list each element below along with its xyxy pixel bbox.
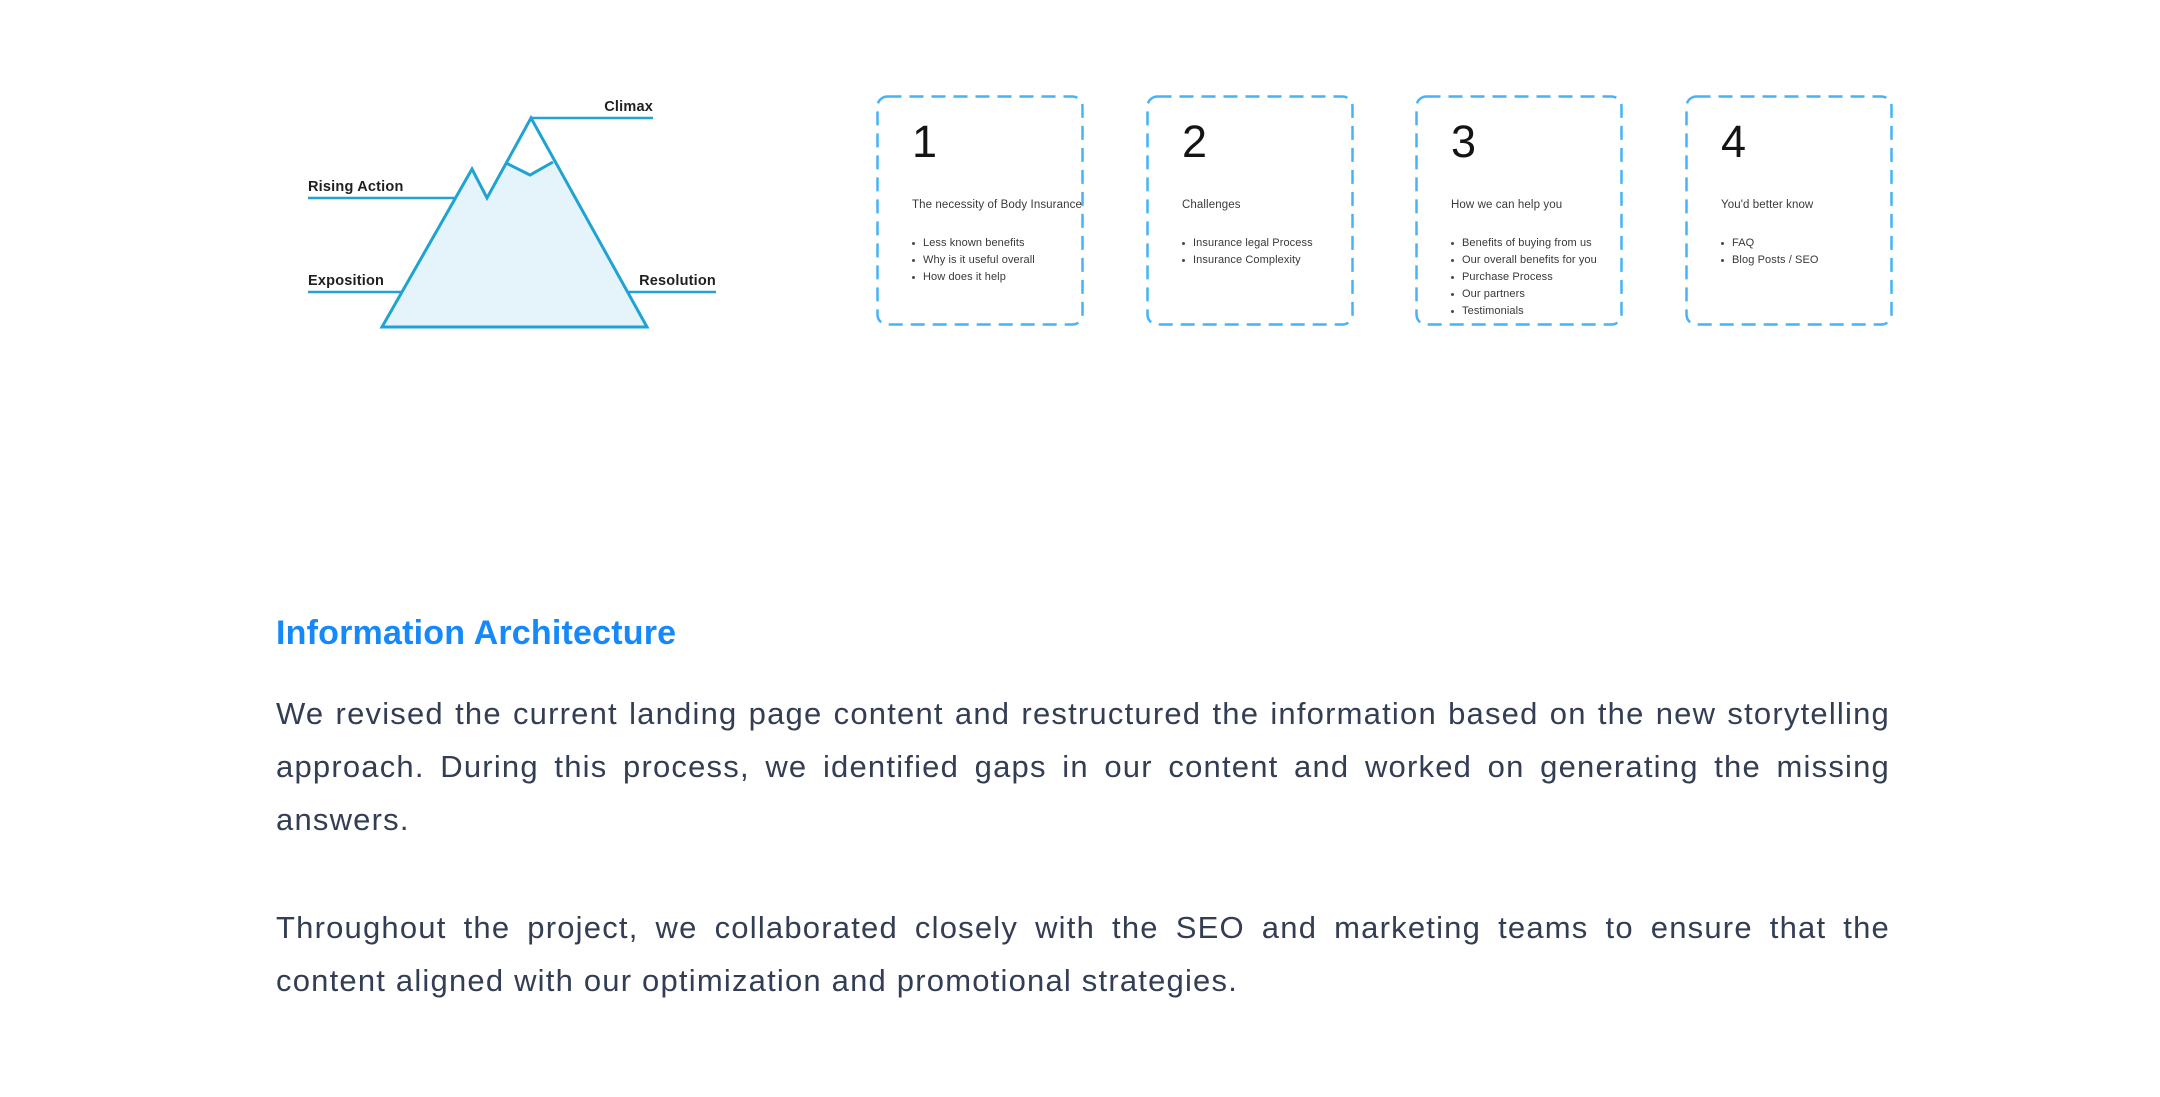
step-bullet: Insurance legal Process <box>1193 235 1313 252</box>
step-bullet: Less known benefits <box>923 235 1035 252</box>
step-title: Challenges <box>1182 199 1241 211</box>
step-card-2 <box>1146 95 1354 326</box>
dashed-border <box>1146 95 1354 326</box>
step-bullet: Testimonials <box>1462 303 1597 320</box>
step-number: 4 <box>1721 116 1747 167</box>
step-number: 2 <box>1182 116 1208 167</box>
section-heading: Information Architecture <box>276 614 677 653</box>
step-title: How we can help you <box>1451 199 1563 211</box>
exposition-label: Exposition <box>308 273 385 289</box>
step-bullet: Our partners <box>1462 286 1597 303</box>
step-bullet: Benefits of buying from us <box>1462 235 1597 252</box>
section-paragraph: We revised the current landing page content and restructured the information based on the new storytelling approach. During this process, we identified gaps in our content and worked on generating the missing answers. <box>276 696 1890 837</box>
section-body <box>276 687 1890 1007</box>
resolution-label: Resolution <box>639 273 716 289</box>
step-card-3 <box>1415 95 1623 326</box>
step-title: You'd better know <box>1721 199 1814 211</box>
mountain-body <box>382 162 647 327</box>
step-number: 1 <box>912 116 938 167</box>
climax-label: Climax <box>604 99 653 115</box>
step-bullet-list <box>1732 235 1819 269</box>
rising-action-label: Rising Action <box>308 179 404 195</box>
step-bullet-list <box>1462 235 1597 320</box>
step-title: The necessity of Body Insurance <box>912 199 1082 211</box>
story-mountain-diagram <box>300 90 720 335</box>
step-bullet: Why is it useful overall <box>923 252 1035 269</box>
step-bullet: FAQ <box>1732 235 1819 252</box>
step-bullet: Insurance Complexity <box>1193 252 1313 269</box>
step-bullet: Purchase Process <box>1462 269 1597 286</box>
step-bullet: Our overall benefits for you <box>1462 252 1597 269</box>
step-card-4 <box>1685 95 1893 326</box>
step-bullet: How does it help <box>923 269 1035 286</box>
step-number: 3 <box>1451 116 1477 167</box>
step-bullet: Blog Posts / SEO <box>1732 252 1819 269</box>
section-paragraph: Throughout the project, we collaborated closely with the SEO and marketing teams to ensure that the content aligned with our optimization and promotional strategies. <box>276 910 1890 998</box>
step-bullet-list <box>923 235 1035 286</box>
step-card-1 <box>876 95 1084 326</box>
step-bullet-list <box>1193 235 1313 269</box>
